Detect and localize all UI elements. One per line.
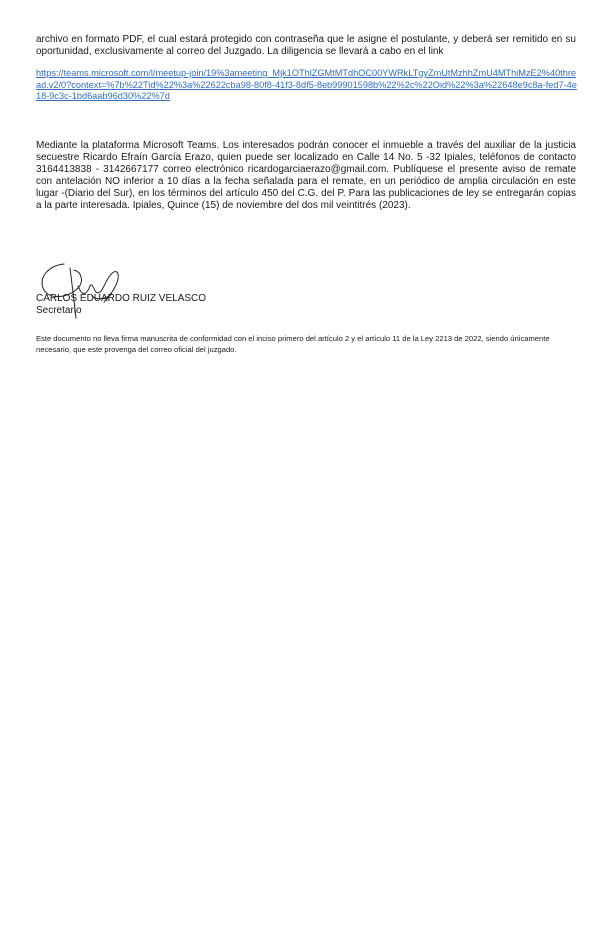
signer-name: CARLOS EDUARDO RUIZ VELASCO <box>36 293 207 304</box>
teams-meeting-link[interactable]: https://teams.microsoft.com/l/meetup-join/19%3ameeting_Mjk1OThlZGMtMTdhOC00YWRkLTgyZmUtMzhhZmU4MThiMzE2%40thread.v2/0?context=%7b%22Tid%22%3a%22622cba98-80f8-41f3-8df5-8eb99901598b%22%2c%22Oid%22%3a%22648e9c8a-fed7-4e18-9c3c-1bd6aab96d30%22%7d <box>36 68 577 101</box>
signer-role: Secretario <box>36 305 82 316</box>
paragraph-notice: Mediante la plataforma Microsoft Teams. Los interesados podrán conocer el inmueble a través del auxiliar de la justicia secuestre Ricardo Efraín García Erazo, quien puede ser localizado en Calle 14 No. 5 -32 Ipiales, teléfonos de contacto 3164413838 - 3142667177 correo electrónico ricardogarciaerazo@gmail.com. Publíquese el presente aviso de remate con antelación NO inferior a 10 días a la fecha señalada para el remate, en un periódico de amplia circulación en este lugar -(Diario del Sur), en los términos del artículo 450 del C.G. del P. Para las publicaciones de ley se entregarán copias a la parte interesada. Ipiales, Quince (15) de noviembre del dos mil veintitrés (2023). <box>36 140 576 211</box>
paragraph-remittance: archivo en formato PDF, el cual estará protegido con contraseña que le asigne el postulante, y deberá ser remitido en su oportunidad, exclusivamente al correo del Juzgado. La diligencia se llevará a cabo en el link <box>36 34 576 57</box>
footer-legal-note: Este documento no lleva firma manuscrita de conformidad con el inciso primero del artículo 2 y el artículo 11 de la Ley 2213 de 2022, siendo únicamente necesario, que este provenga del correo oficial del juzgado. <box>36 334 550 354</box>
